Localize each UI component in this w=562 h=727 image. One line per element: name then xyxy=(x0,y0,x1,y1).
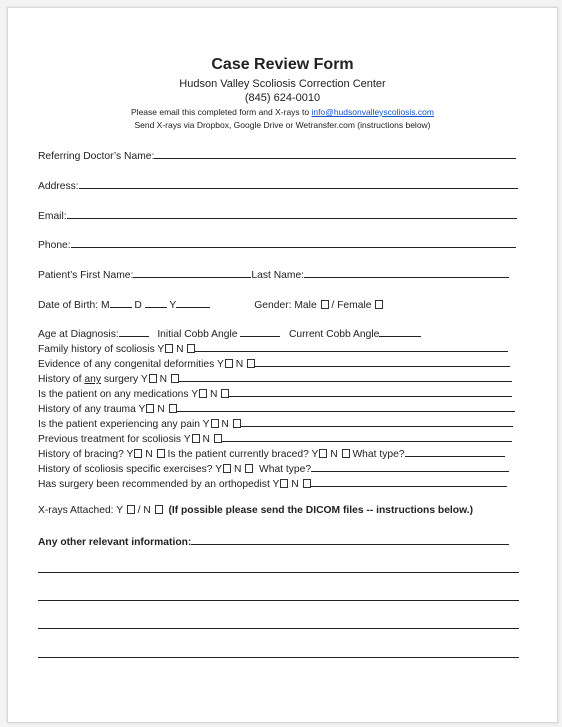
surgery-history-row: History of any surgery Y N xyxy=(38,371,512,386)
dicom-note: (If possible please send the DICOM files -- instructions below.) xyxy=(168,505,474,516)
email-field[interactable]: Email: xyxy=(38,208,517,223)
exercises-row: History of scoliosis specific exercises? Y N What type? xyxy=(38,461,509,476)
yes-checkbox[interactable] xyxy=(319,449,327,458)
email-link[interactable]: info@hudsonvalleyscoliosis.com xyxy=(311,107,434,117)
trauma-row: History of any trauma Y N xyxy=(38,401,515,416)
blank-line[interactable] xyxy=(38,600,519,601)
congenital-row: Evidence of any congenital deformities Y N xyxy=(38,356,510,371)
form-page xyxy=(7,7,558,723)
cobb-angle-field[interactable]: Age at Diagnosis: Initial Cobb Angle Current Cobb Angle xyxy=(38,326,421,341)
yes-checkbox[interactable] xyxy=(280,479,288,488)
yes-checkbox[interactable] xyxy=(149,374,157,383)
no-checkbox[interactable] xyxy=(303,479,311,488)
yes-checkbox[interactable] xyxy=(146,404,154,413)
male-checkbox[interactable] xyxy=(321,300,329,309)
female-checkbox[interactable] xyxy=(375,300,383,309)
address-field[interactable]: Address: xyxy=(38,178,518,193)
no-checkbox[interactable] xyxy=(187,344,195,353)
no-checkbox[interactable] xyxy=(233,419,241,428)
yes-checkbox[interactable] xyxy=(192,434,200,443)
no-checkbox[interactable] xyxy=(155,505,163,514)
bracing-row: History of bracing? Y N Is the patient currently braced? Y N What type? xyxy=(38,446,505,461)
first-name-input[interactable] xyxy=(133,267,251,278)
yes-checkbox[interactable] xyxy=(225,359,233,368)
xray-send-note: Send X-rays via Dropbox, Google Drive or Wetransfer.com (instructions below) xyxy=(134,120,431,130)
no-checkbox[interactable] xyxy=(247,359,255,368)
no-checkbox[interactable] xyxy=(171,374,179,383)
email-instructions: Please email this completed form and X-rays to info@hudsonvalleyscoliosis.com xyxy=(131,107,434,117)
yes-checkbox[interactable] xyxy=(223,464,231,473)
yes-checkbox[interactable] xyxy=(127,505,135,514)
no-checkbox[interactable] xyxy=(214,434,222,443)
blank-line[interactable] xyxy=(38,628,519,629)
yes-checkbox[interactable] xyxy=(211,419,219,428)
referring-doctor-field[interactable]: Referring Doctor’s Name: xyxy=(38,148,516,163)
phone-field[interactable]: Phone: xyxy=(38,237,516,252)
org-name: Hudson Valley Scoliosis Correction Center xyxy=(179,78,386,90)
surgery-recommended-row: Has surgery been recommended by an orthopedist Y N xyxy=(38,476,507,491)
no-checkbox[interactable] xyxy=(221,389,229,398)
org-phone: (845) 624-0010 xyxy=(244,92,321,104)
pain-row: Is the patient experiencing any pain Y N xyxy=(38,416,513,431)
no-checkbox[interactable] xyxy=(157,449,165,458)
medications-row: Is the patient on any medications Y N xyxy=(38,386,512,401)
last-name-input[interactable] xyxy=(304,267,509,278)
yes-checkbox[interactable] xyxy=(199,389,207,398)
patient-name-field[interactable]: Patient’s First Name: Last Name: xyxy=(38,267,509,282)
yes-checkbox[interactable] xyxy=(165,344,173,353)
family-history-row: Family history of scoliosis Y N xyxy=(38,341,508,356)
no-checkbox[interactable] xyxy=(169,404,177,413)
no-checkbox[interactable] xyxy=(342,449,350,458)
no-checkbox[interactable] xyxy=(245,464,253,473)
blank-line[interactable] xyxy=(38,572,519,573)
blank-line[interactable] xyxy=(38,657,519,658)
other-info-field[interactable]: Any other relevant information: xyxy=(38,534,509,549)
dob-gender-field[interactable]: Date of Birth: M D Y Gender: Male / Female xyxy=(38,297,383,312)
form-title: Case Review Form xyxy=(211,56,354,73)
yes-checkbox[interactable] xyxy=(134,449,142,458)
previous-treatment-row: Previous treatment for scoliosis Y N xyxy=(38,431,512,446)
xrays-attached-row: X-rays Attached: Y / N (If possible please send the DICOM files -- instructions below.) xyxy=(38,505,474,516)
